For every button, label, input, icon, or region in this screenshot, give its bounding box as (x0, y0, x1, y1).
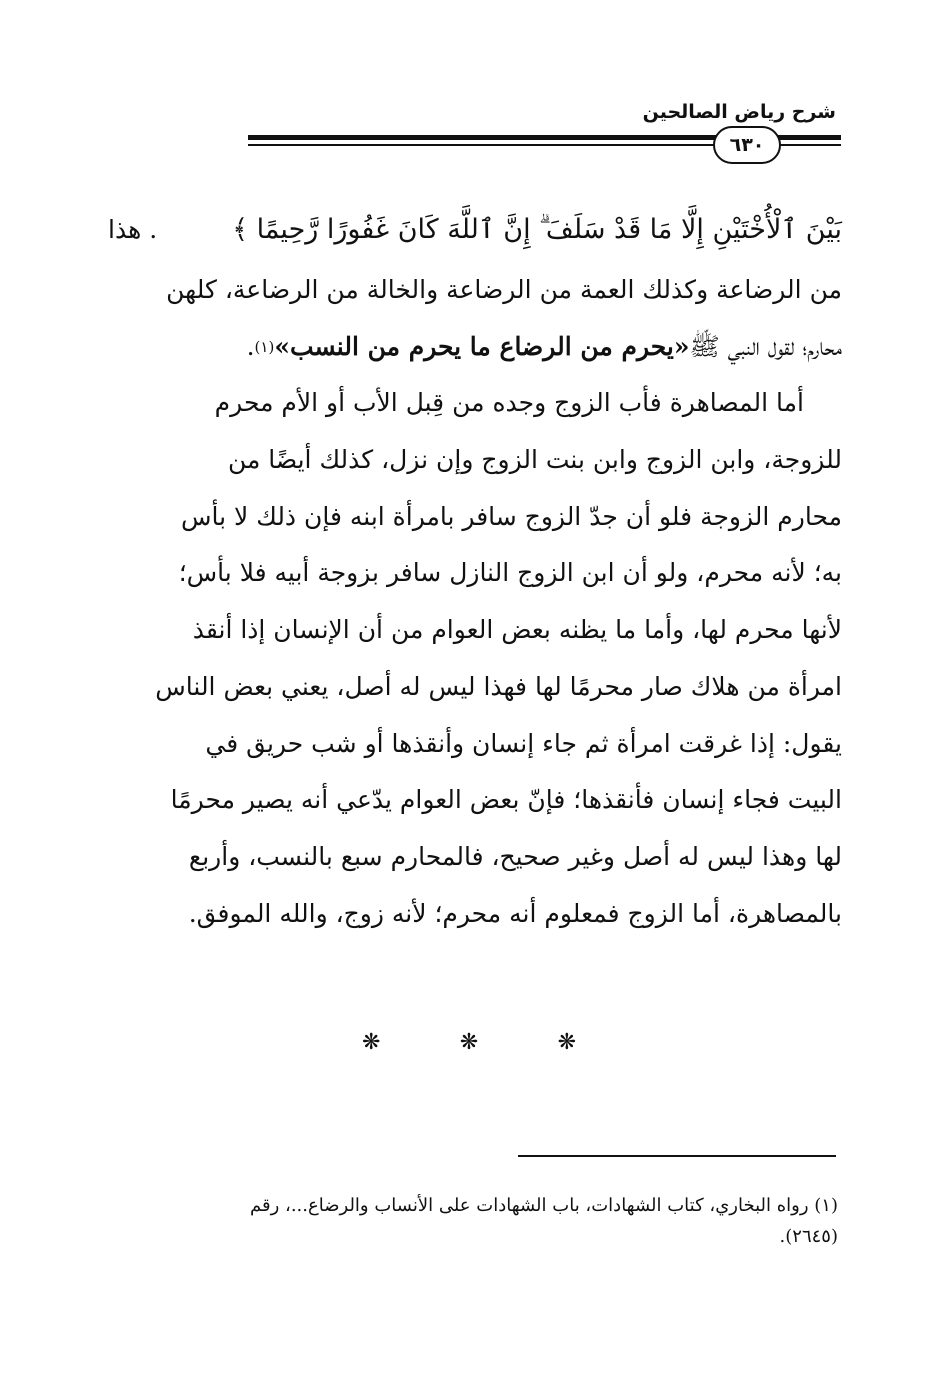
page-number-badge (713, 126, 781, 164)
text-segment: محارم؛ لقول النبي ﷺ (689, 331, 842, 361)
page-number: ٦٣٠ (729, 134, 765, 156)
text-line: للزوجة، وابن الزوج وابن بنت الزوج وإن نزل، كذلك أيضًا من (227, 445, 842, 475)
body-text (108, 198, 842, 942)
asterism-icon: ❋ (362, 1030, 381, 1055)
text-line: محارم الزوجة فلو أن جدّ الزوج سافر بامرأة ابنه فإن ذلك لا بأس (181, 501, 842, 531)
running-head: شرح رياض الصالحين (642, 101, 836, 123)
text-line: لها وهذا ليس له أصل وغير صحيح، فالمحارم سبع بالنسب، وأربع (188, 841, 842, 871)
text-line: أما المصاهرة فأب الزوج وجده من قِبل الأب أو الأم محرم (214, 388, 804, 418)
asterism-icon: ❋ (557, 1030, 576, 1055)
quran-verse: بَيْنَ ٱلْأُخْتَيْنِ إِلَّا مَا قَدْ سَلَفَ ۗ إِنَّ ٱللَّهَ كَانَ غَفُورًا رَّحِيمًا ﴾ (232, 214, 842, 245)
header-rule-left-thin (785, 144, 841, 146)
text-segment: . هذا (108, 215, 158, 244)
footnote-line: (١) رواه البخاري، كتاب الشهادات، باب الشهادات على الأنساب والرضاع...، رقم (250, 1195, 838, 1216)
text-line (108, 198, 842, 262)
footnote (104, 1190, 838, 1252)
text-line: من الرضاعة وكذلك العمة من الرضاعة والخالة من الرضاعة، كلهن (166, 275, 842, 304)
text-line: البيت فجاء إنسان فأنقذها؛ فإنّ بعض العوام يدّعي أنه يصير محرمًا (170, 785, 842, 815)
footnote-line: (٢٦٤٥). (779, 1226, 838, 1247)
section-separator (362, 1030, 576, 1055)
text-line: لأنها محرم لها، وأما ما يظنه بعض العوام من أن الإنسان إذا أنقذ (192, 615, 842, 645)
text-line: به؛ لأنه محرم، ولو أن ابن الزوج النازل سافر بزوجة أبيه فلا بأس؛ (178, 558, 842, 588)
text-line: محارم؛ لقول النبي ﷺ «يحرم من الرضاع ما يحرم من النسب» (١) . (108, 319, 842, 376)
hadith-quote: «يحرم من الرضاع ما يحرم من النسب» (274, 331, 690, 361)
text-segment: . (246, 331, 255, 361)
text-line: امرأة من هلاك صار محرمًا لها فهذا ليس له أصل، يعني بعض الناس (155, 671, 842, 701)
footnote-rule (518, 1155, 836, 1157)
asterism-icon: ❋ (459, 1030, 479, 1055)
text-line: بالمصاهرة، أما الزوج فمعلوم أنه محرم؛ لأنه زوج، والله الموفق. (188, 898, 842, 928)
text-line: يقول: إذا غرقت امرأة ثم جاء إنسان وأنقذها أو شب حريق في (205, 728, 842, 758)
header-rule-left-thick (785, 135, 841, 140)
